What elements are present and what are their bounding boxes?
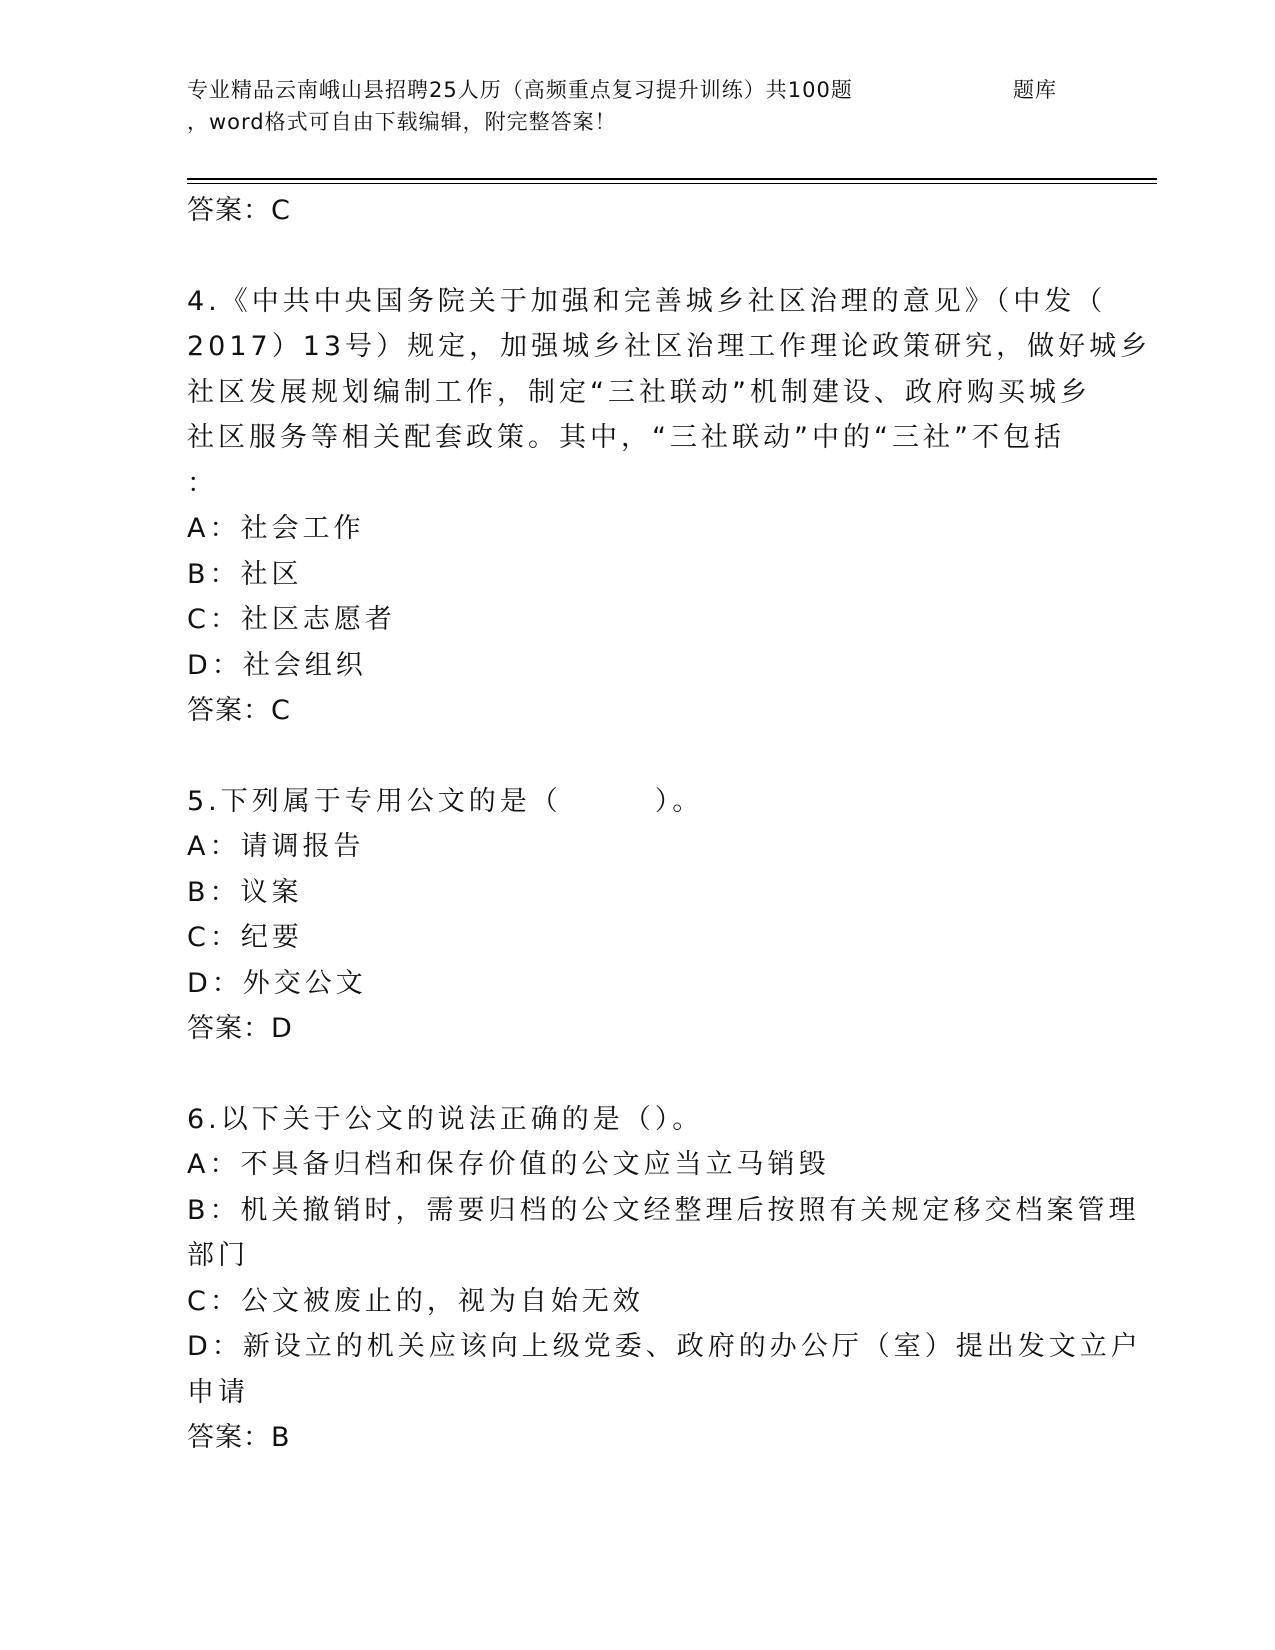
option-d-continued: 申请	[187, 1376, 249, 1408]
option-d: D：社会组织	[187, 649, 367, 681]
question-stem-line: 4.《中共中央国务院关于加强和完善城乡社区治理的意见》（中发（	[187, 285, 1107, 317]
question-block	[187, 779, 1087, 1052]
answer-line: 答案：C	[187, 695, 291, 726]
spacer	[187, 1052, 1087, 1097]
question-block	[187, 1097, 1142, 1461]
option-c: C：社区志愿者	[187, 604, 396, 635]
option-a: A：请调报告	[187, 831, 365, 862]
question-stem-line: 社区发展规划编制工作，制定“三社联动”机制建设、政府购买城乡	[187, 376, 1091, 408]
option-c: C：纪要	[187, 922, 303, 953]
option-a: A：不具备归档和保存价值的公文应当立马销毁	[187, 1149, 830, 1180]
previous-answer: 答案：C	[187, 195, 291, 226]
option-b-continued: 部门	[187, 1240, 249, 1271]
answer-line: 答案：D	[187, 1013, 293, 1044]
spacer	[187, 734, 1087, 779]
option-d: D：外交公文	[187, 967, 367, 999]
option-b: B：议案	[187, 876, 303, 908]
header-title-right: 题库	[1013, 78, 1057, 102]
question-stem-line: 2017）13号）规定，加强城乡社区治理工作理论政策研究，做好城乡	[187, 331, 1152, 362]
header-divider-thick	[187, 178, 1157, 180]
question-stem-line: 5.下列属于专用公文的是（ ）。	[187, 785, 704, 817]
answer-line: 答案：B	[187, 1422, 291, 1453]
question-block	[187, 279, 1152, 734]
question-stem-line: 社区服务等相关配套政策。其中，“三社联动”中的“三社”不包括	[187, 422, 1065, 453]
header-title-line2: ，word格式可自由下载编辑，附完整答案！	[187, 110, 617, 134]
question-stem-line: ：	[187, 467, 218, 499]
spacer	[187, 234, 1087, 279]
question-list	[187, 188, 1152, 1461]
option-a: A：社会工作	[187, 513, 365, 544]
header-title-text: 专业精品云南峨山县招聘25人历（高频重点复习提升训练）共100题	[187, 78, 853, 102]
header-divider-thin	[187, 183, 1157, 184]
option-c: C：公文被废止的，视为自始无效	[187, 1285, 644, 1317]
header-title-line1	[187, 74, 1147, 106]
option-b: B：机关撤销时，需要归档的公文经整理后按照有关规定移交档案管理	[187, 1194, 1140, 1226]
page-header	[187, 74, 1147, 138]
option-b: B：社区	[187, 558, 303, 590]
option-d: D：新设立的机关应该向上级党委、政府的办公厅（室）提出发文立户	[187, 1331, 1142, 1362]
question-stem-line: 6.以下关于公文的说法正确的是（）。	[187, 1103, 704, 1135]
